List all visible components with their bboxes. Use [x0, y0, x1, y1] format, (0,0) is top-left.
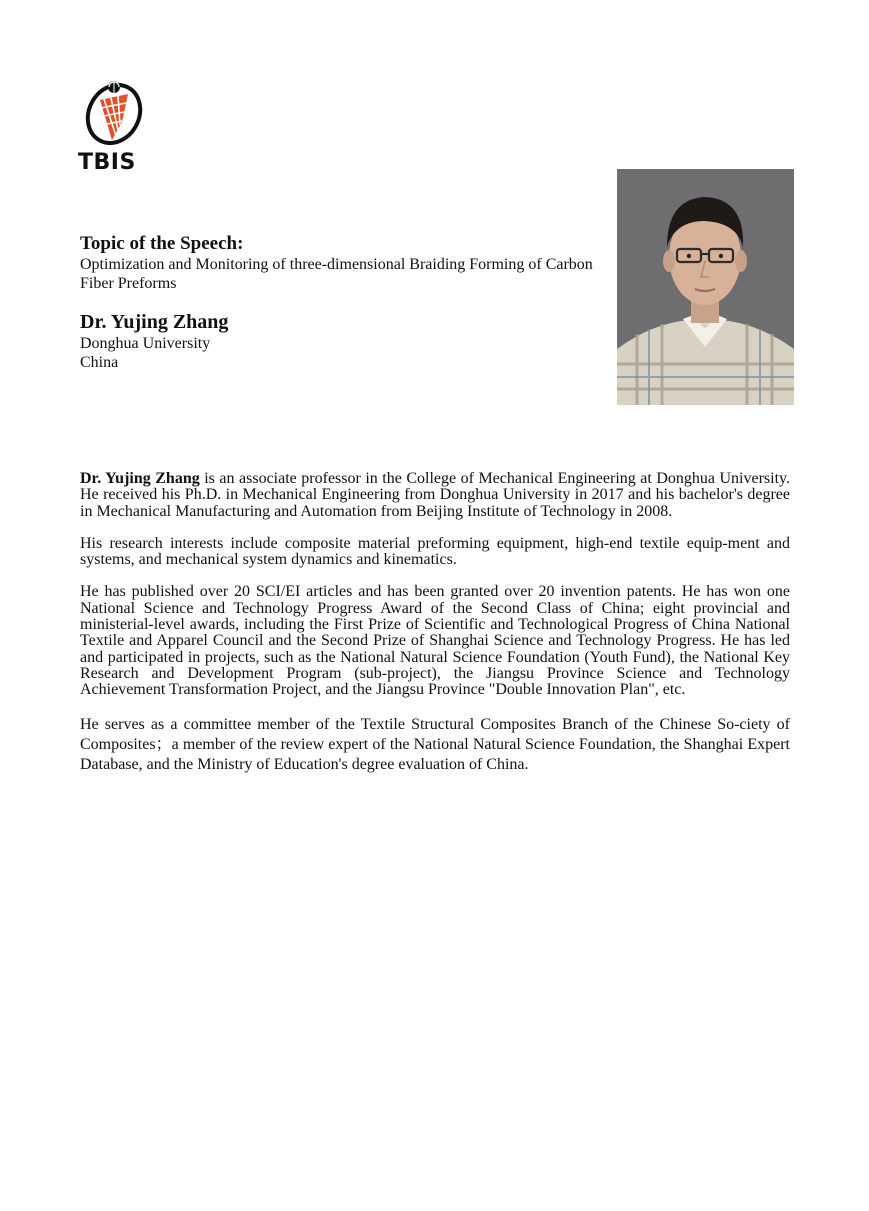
biography — [80, 471, 790, 791]
speaker-affiliation — [80, 334, 210, 372]
speaker-name: Dr. Yujing Zhang — [80, 311, 229, 333]
bio-paragraph-4: He serves as a committee member of the Textile Structural Composites Branch of the Chinese So-ciety of Composites；a member of the review expert of the National Natural Science Foundation, the Shanghai Expert Database, and the Ministry of Education's degree evaluation of China. — [80, 715, 790, 773]
logo-text: TBIS — [78, 150, 136, 175]
speech-title: Optimization and Monitoring of three-dimensional Braiding Forming of Carbon Fiber Preforms — [80, 256, 593, 292]
speaker-country: China — [80, 354, 119, 371]
bio-paragraph-1 — [80, 471, 790, 520]
bio-name: Dr. Yujing Zhang — [80, 470, 200, 487]
bio-intro-text: is an associate professor in the College of Mechanical Engineering at Donghua University. He received his Ph.D. in Mechanical Engineering from Donghua University in 2017 and his bachelor's degree in Mechanical Manufacturing and Automation from Beijing Institute of Technology in 2008. — [80, 470, 790, 520]
topic-heading: Topic of the Speech: — [80, 233, 244, 254]
tbis-globe-logo-icon — [78, 78, 150, 148]
bio-paragraph-3: He has published over 20 SCI/EI articles and has been granted over 20 invention patents. He has won one National Science and Technology Progress Award of the Second Class of China; eight provincial and ministerial-level awards, including the First Prize of Scientific and Technological Progress of China National Textile and Apparel Council and the Second Prize of Shanghai Science and Technology Progress. He has led and participated in projects, such as the National Natural Science Foundation (Youth Fund), the National Key Research and Development Program (sub-project), the Jiangsu Province Science and Technology Achievement Transformation Project, and the Jiangsu Province "Double Innovation Plan", etc. — [80, 583, 790, 699]
speaker-institution: Donghua University — [80, 335, 211, 352]
bio-paragraph-2: His research interests include composite material preforming equipment, high-end textile equip-ment and systems, and mechanical system dynamics and kinematics. — [80, 534, 790, 569]
speaker-portrait-photo — [617, 169, 794, 405]
tbis-logo — [78, 78, 150, 178]
speaker-photo — [617, 169, 794, 405]
